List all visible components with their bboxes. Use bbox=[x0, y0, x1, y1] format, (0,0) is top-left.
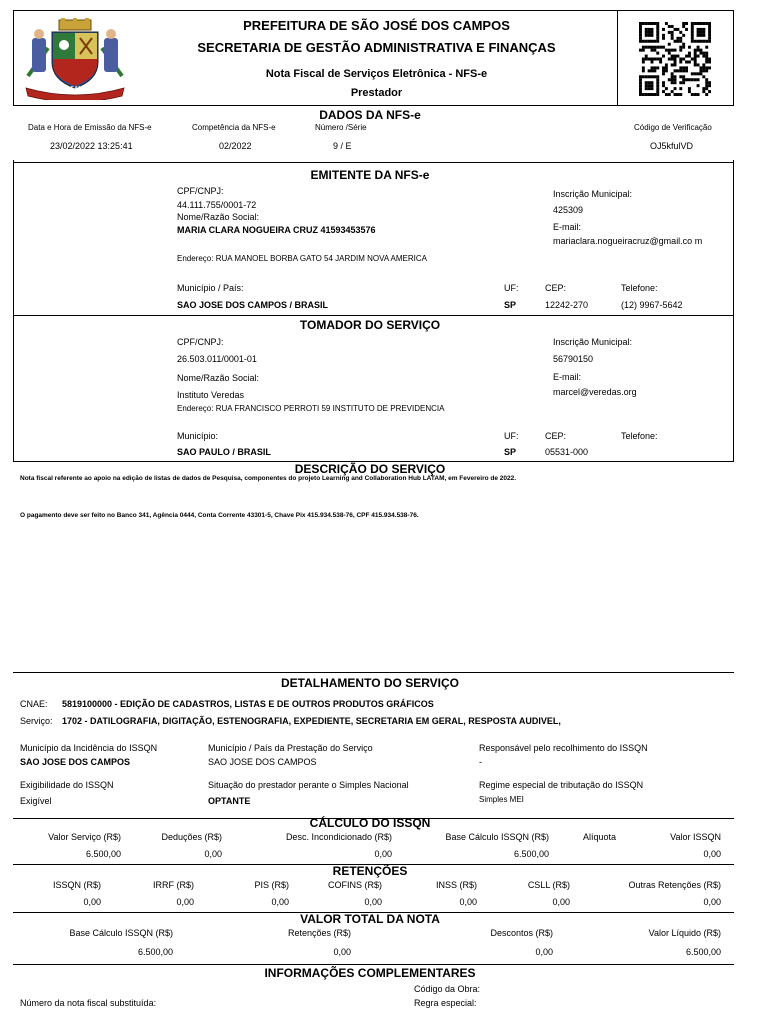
emitente-telefone-value: (12) 9967-5642 bbox=[621, 300, 683, 310]
servico-label: Serviço: bbox=[20, 716, 53, 726]
exigibilidade-value: Exigível bbox=[20, 796, 52, 806]
ret-irrf-value: 0,00 bbox=[176, 897, 194, 907]
emission-value: 23/02/2022 13:25:41 bbox=[50, 141, 133, 151]
section-title-dados: DADOS DA NFS-e bbox=[319, 108, 421, 122]
emitente-email-value: mariaclara.nogueiracruz@gmail.co m bbox=[553, 236, 703, 246]
competencia-label: Competência da NFS-e bbox=[192, 123, 276, 132]
calc-valor-servico-value: 6.500,00 bbox=[85, 849, 121, 859]
tomador-im-label: Inscrição Municipal: bbox=[553, 337, 633, 347]
tomador-cnpj-value: 26.503.011/0001-01 bbox=[177, 354, 257, 364]
numero-label: Número /Série bbox=[315, 123, 367, 132]
tomador-nome-value: Instituto Veredas bbox=[177, 390, 245, 400]
section-title-info: INFORMAÇÕES COMPLEMENTARES bbox=[264, 966, 476, 980]
emitente-cep-label: CEP: bbox=[545, 283, 567, 293]
ret-issqn-label: ISSQN (R$) bbox=[52, 880, 101, 890]
total-liquido-label: Valor Líquido (R$) bbox=[648, 928, 721, 938]
ret-cofins-value: 0,00 bbox=[364, 897, 382, 907]
cnae-label: CNAE: bbox=[20, 699, 48, 709]
calc-valor-servico-label: Valor Serviço (R$) bbox=[48, 832, 121, 842]
ret-csll-label: CSLL (R$) bbox=[527, 880, 570, 890]
ret-pis-label: PIS (R$) bbox=[254, 880, 289, 890]
exigibilidade-label: Exigibilidade do ISSQN bbox=[20, 780, 114, 790]
calc-desc-label: Desc. Incondicionado (R$) bbox=[285, 832, 392, 842]
ret-csll-value: 0,00 bbox=[552, 897, 570, 907]
situacao-label: Situação do prestador perante o Simples Nacional bbox=[208, 780, 409, 790]
competencia-value: 02/2022 bbox=[219, 141, 252, 151]
section-title-detalhamento: DETALHAMENTO DO SERVIÇO bbox=[280, 676, 459, 690]
tomador-cnpj-label: CPF/CNPJ: bbox=[177, 337, 224, 347]
tomador-nome-label: Nome/Razão Social: bbox=[177, 373, 260, 383]
total-retencoes-value: 0,00 bbox=[333, 947, 351, 957]
tomador-endereco: Endereço: RUA FRANCISCO PERROTI 59 INSTITUTO DE PREVIDENCIA bbox=[177, 404, 445, 413]
total-descontos-value: 0,00 bbox=[535, 947, 553, 957]
prestacao-value: SAO JOSE DOS CAMPOS bbox=[208, 757, 317, 767]
ret-cofins-label: COFINS (R$) bbox=[328, 880, 382, 890]
descricao-line-2: O pagamento deve ser feito no Banco 341, Agência 0444, Conta Corrente 43301-5, Chave Pix 415.934.538-76, CPF 415.934.538-76. bbox=[20, 512, 419, 519]
total-liquido-value: 6.500,00 bbox=[685, 947, 721, 957]
section-title-descricao: DESCRIÇÃO DO SERVIÇO bbox=[294, 462, 446, 476]
calc-valor-issqn-label: Valor ISSQN bbox=[670, 832, 721, 842]
regime-value: Simples MEI bbox=[479, 795, 524, 804]
emission-label: Data e Hora de Emissão da NFS-e bbox=[28, 123, 152, 132]
emitente-im-value: 425309 bbox=[553, 205, 584, 215]
calc-aliquota-label: Alíquota bbox=[582, 832, 616, 842]
ret-issqn-value: 0,00 bbox=[83, 897, 101, 907]
emitente-nome-label: Nome/Razão Social: bbox=[177, 212, 260, 222]
tomador-email-label: E-mail: bbox=[553, 372, 582, 382]
codigo-obra-label: Código da Obra: bbox=[414, 984, 481, 994]
section-title-total: VALOR TOTAL DA NOTA bbox=[300, 912, 440, 926]
calc-deducoes-value: 0,00 bbox=[204, 849, 222, 859]
header-copy: Prestador bbox=[350, 87, 403, 99]
calc-desc-value: 0,00 bbox=[374, 849, 392, 859]
regra-especial-label: Regra especial: bbox=[414, 998, 477, 1008]
tomador-uf-value: SP bbox=[504, 447, 517, 457]
section-title-retencoes: RETENÇÕES bbox=[332, 864, 408, 878]
calc-base-label: Base Cálculo ISSQN (R$) bbox=[445, 832, 549, 842]
substituida-label: Número da nota fiscal substituída: bbox=[20, 998, 157, 1008]
coat-of-arms bbox=[22, 18, 128, 100]
tomador-municipio-label: Município: bbox=[177, 431, 219, 441]
tomador-im-value: 56790150 bbox=[553, 354, 594, 364]
regime-label: Regime especial de tributação do ISSQN bbox=[479, 780, 644, 790]
ret-outras-value: 0,00 bbox=[703, 897, 721, 907]
calc-deducoes-label: Deduções (R$) bbox=[161, 832, 222, 842]
emitente-endereco: Endereço: RUA MANOEL BORBA GATO 54 JARDIM NOVA AMERICA bbox=[177, 254, 428, 263]
descricao-line-1: Nota fiscal referente ao apoio na edição de listas de dados de Pesquisa, componentes do projeto Learning and Collaboration Hub LATAM, em Fevereiro de 2022. bbox=[20, 475, 517, 482]
emitente-nome-value: MARIA CLARA NOGUEIRA CRUZ 41593453576 bbox=[177, 225, 376, 235]
emitente-telefone-label: Telefone: bbox=[621, 283, 658, 293]
header-secretaria: SECRETARIA DE GESTÃO ADMINISTRATIVA E FINANÇAS bbox=[197, 40, 556, 55]
section-title-calculo: CÁLCULO DO ISSQN bbox=[309, 816, 431, 830]
tomador-email-value: marcel@veredas.org bbox=[553, 387, 637, 397]
emitente-cep-value: 12242-270 bbox=[545, 300, 589, 310]
emitente-im-label: Inscrição Municipal: bbox=[553, 189, 633, 199]
codigo-label: Código de Verificação bbox=[634, 123, 712, 132]
section-title-tomador: TOMADOR DO SERVIÇO bbox=[299, 318, 441, 332]
tomador-uf-label: UF: bbox=[504, 431, 519, 441]
ret-irrf-label: IRRF (R$) bbox=[153, 880, 194, 890]
qr-code bbox=[639, 22, 711, 96]
ret-inss-label: INSS (R$) bbox=[435, 880, 477, 890]
emitente-municipio-label: Município / País: bbox=[177, 283, 244, 293]
emitente-uf-label: UF: bbox=[504, 283, 519, 293]
cnae-value: 5819100000 - EDIÇÃO DE CADASTROS, LISTAS E DE OUTROS PRODUTOS GRÁFICOS bbox=[62, 699, 434, 709]
header-doc-type: Nota Fiscal de Serviços Eletrônica - NFS-e bbox=[265, 68, 488, 80]
emitente-uf-value: SP bbox=[504, 300, 517, 310]
tomador-telefone-label: Telefone: bbox=[621, 431, 658, 441]
tomador-cep-value: 05531-000 bbox=[545, 447, 589, 457]
servico-value: 1702 - DATILOGRAFIA, DIGITAÇÃO, ESTENOGRAFIA, EXPEDIENTE, SECRETARIA EM GERAL, RESPOSTA AUDIVEL, bbox=[62, 716, 561, 726]
emitente-email-label: E-mail: bbox=[553, 222, 582, 232]
total-base-label: Base Cálculo ISSQN (R$) bbox=[69, 928, 173, 938]
coat-of-arms-motto: ARBOREA SANITATE bbox=[40, 86, 99, 92]
header-prefeitura: PREFEITURA DE SÃO JOSÉ DOS CAMPOS bbox=[243, 18, 510, 33]
total-retencoes-label: Retenções (R$) bbox=[287, 928, 351, 938]
tomador-municipio-value: SAO PAULO / BRASIL bbox=[177, 447, 271, 457]
calc-valor-issqn-value: 0,00 bbox=[703, 849, 721, 859]
calc-base-value: 6.500,00 bbox=[513, 849, 549, 859]
codigo-value: OJ5kfulVD bbox=[650, 141, 694, 151]
numero-value: 9 / E bbox=[333, 141, 352, 151]
emitente-municipio-value: SAO JOSE DOS CAMPOS / BRASIL bbox=[177, 300, 329, 310]
ret-pis-value: 0,00 bbox=[271, 897, 289, 907]
tomador-cep-label: CEP: bbox=[545, 431, 567, 441]
incidencia-label: Município da Incidência do ISSQN bbox=[20, 743, 158, 753]
incidencia-value: SAO JOSE DOS CAMPOS bbox=[20, 757, 131, 767]
responsavel-value: - bbox=[479, 757, 482, 767]
ret-inss-value: 0,00 bbox=[459, 897, 477, 907]
emitente-cnpj-value: 44.111.755/0001-72 bbox=[177, 200, 257, 210]
responsavel-label: Responsável pelo recolhimento do ISSQN bbox=[479, 743, 648, 753]
ret-outras-label: Outras Retenções (R$) bbox=[628, 880, 721, 890]
section-title-emitente: EMITENTE DA NFS-e bbox=[310, 168, 430, 182]
total-base-value: 6.500,00 bbox=[137, 947, 173, 957]
emitente-cnpj-label: CPF/CNPJ: bbox=[177, 186, 224, 196]
situacao-value: OPTANTE bbox=[208, 796, 251, 806]
total-descontos-label: Descontos (R$) bbox=[490, 928, 553, 938]
prestacao-label: Município / País da Prestação do Serviço bbox=[208, 743, 373, 753]
